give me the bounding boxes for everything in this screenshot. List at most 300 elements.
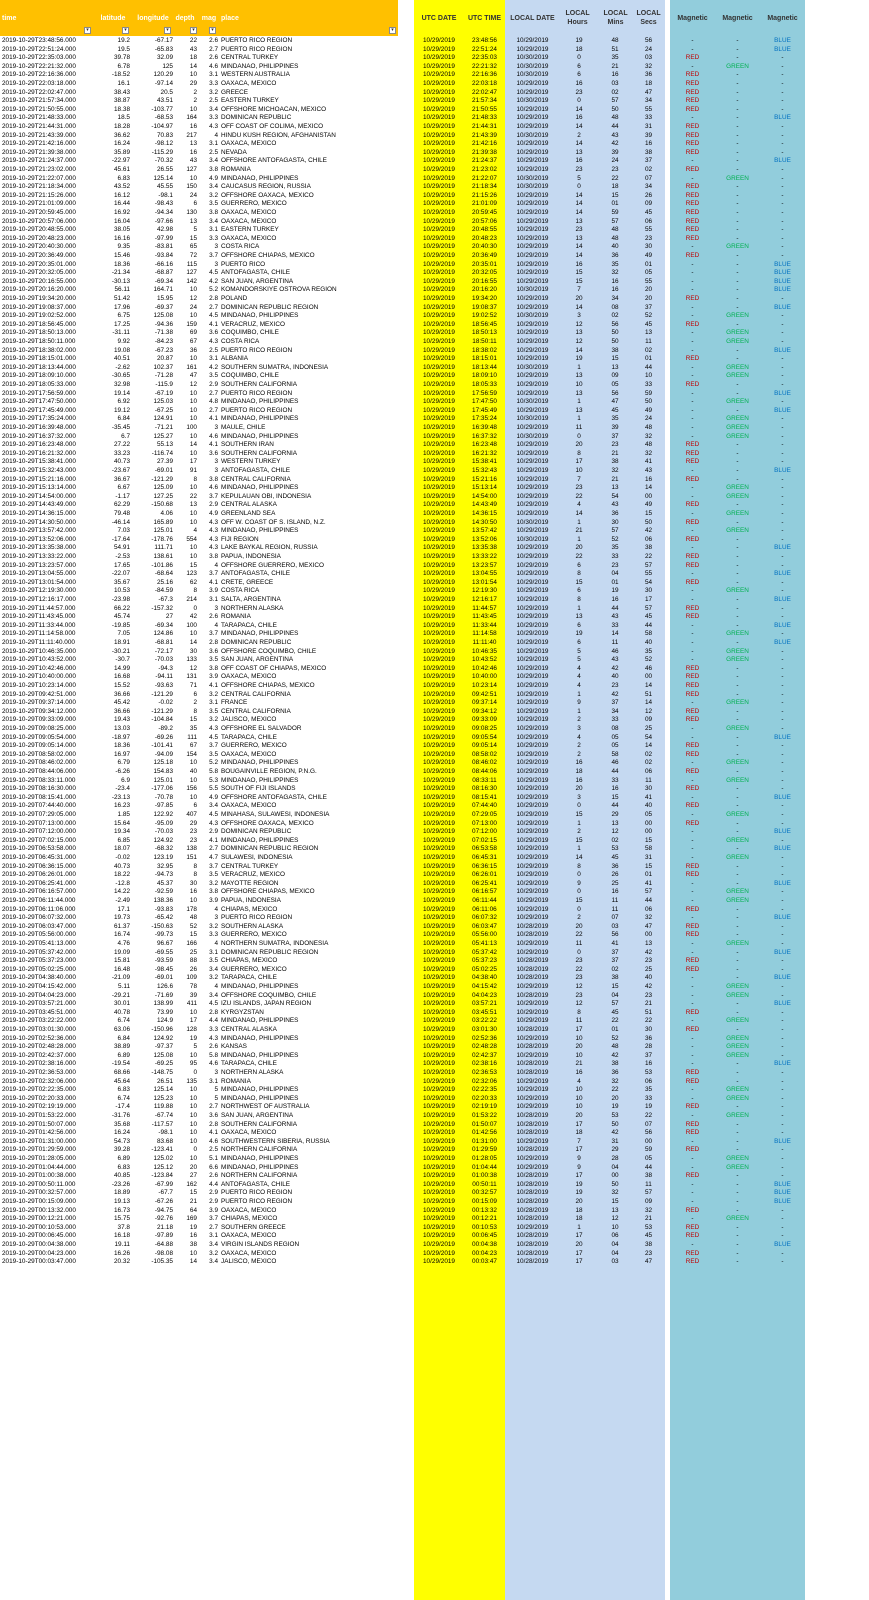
cell-time[interactable]: 2019-10-29T21:39:38.000 [2, 148, 76, 156]
cell-local-mins[interactable]: 15 [611, 191, 619, 199]
cell-local-secs[interactable]: 09 [644, 716, 653, 724]
cell-utc-date[interactable]: 10/29/2019 [423, 725, 455, 732]
cell-longitude[interactable]: -104.97 [151, 123, 173, 130]
cell-local-secs[interactable]: 55 [644, 226, 653, 234]
cell-longitude[interactable]: -71.28 [154, 372, 173, 380]
cell-local-hours[interactable]: 0 [577, 948, 581, 956]
cell-utc-date[interactable]: 10/29/2019 [423, 389, 455, 397]
cell-mag[interactable]: 2.9 [209, 381, 218, 388]
cell-utc-date[interactable]: 10/29/2019 [423, 828, 455, 836]
cell-utc-time[interactable]: 00:04:23 [472, 1249, 497, 1257]
cell-longitude[interactable]: 127.25 [153, 492, 173, 500]
cell-local-date[interactable]: 10/28/2019 [516, 1241, 549, 1248]
cell-local-date[interactable]: 10/29/2019 [516, 252, 549, 259]
cell-depth[interactable]: 26 [189, 965, 197, 973]
cell-utc-time[interactable]: 13:04:55 [472, 570, 497, 578]
cell-utc-date[interactable]: 10/29/2019 [423, 957, 455, 965]
cell-mag[interactable]: 4.3 [209, 819, 218, 827]
cell-local-date[interactable]: 10/29/2019 [516, 277, 549, 285]
cell-time[interactable]: 2019-10-29T17:47:50.000 [2, 398, 76, 406]
cell-utc-date[interactable]: 10/29/2019 [423, 467, 455, 474]
cell-magnetic-2[interactable]: - [736, 716, 739, 724]
cell-local-date[interactable]: 10/29/2019 [516, 140, 549, 148]
cell-local-secs[interactable]: 09 [644, 1198, 653, 1205]
table-row[interactable] [0, 1017, 869, 1025]
cell-local-date[interactable]: 10/29/2019 [516, 561, 549, 569]
cell-local-date[interactable]: 10/30/2019 [516, 174, 549, 182]
cell-time[interactable]: 2019-10-29T06:07:32.000 [2, 914, 76, 922]
table-row[interactable] [0, 828, 869, 836]
cell-local-hours[interactable]: 8 [577, 570, 581, 578]
cell-depth[interactable]: 12 [189, 664, 197, 672]
cell-magnetic-3[interactable]: - [781, 88, 784, 96]
cell-mag[interactable]: 5 [214, 1094, 218, 1102]
cell-local-mins[interactable]: 42 [611, 690, 619, 698]
cell-local-hours[interactable]: 7 [577, 475, 581, 483]
cell-depth[interactable]: 0 [193, 1146, 197, 1154]
cell-magnetic-3[interactable]: - [781, 647, 784, 655]
cell-place[interactable]: MINDANAO, PHILIPPINES [221, 776, 299, 784]
cell-magnetic-1[interactable]: - [691, 62, 694, 70]
cell-local-secs[interactable]: 18 [644, 80, 653, 87]
cell-magnetic-1[interactable]: - [691, 1189, 694, 1197]
cell-local-mins[interactable]: 02 [611, 965, 619, 973]
cell-latitude[interactable]: 6.83 [117, 1163, 130, 1171]
cell-local-secs[interactable]: 41 [644, 458, 653, 466]
cell-place[interactable]: SAN JUAN, ARGENTINA [221, 1112, 294, 1119]
cell-latitude[interactable]: 6.74 [117, 1017, 130, 1025]
cell-depth[interactable]: 0 [193, 604, 197, 612]
cell-magnetic-1[interactable]: - [691, 432, 694, 440]
cell-time[interactable]: 2019-10-29T09:34:12.000 [2, 707, 76, 715]
cell-utc-time[interactable]: 21:48:33 [472, 114, 497, 122]
cell-depth[interactable]: 10 [189, 793, 197, 801]
cell-utc-time[interactable]: 21:23:02 [472, 166, 497, 173]
table-row[interactable] [0, 252, 869, 260]
cell-local-date[interactable]: 10/29/2019 [516, 854, 549, 861]
cell-depth[interactable]: 15 [189, 931, 197, 939]
cell-time[interactable]: 2019-10-29T21:43:39.000 [2, 131, 76, 139]
cell-utc-date[interactable]: 10/29/2019 [423, 441, 455, 449]
cell-local-hours[interactable]: 23 [575, 957, 583, 965]
cell-magnetic-3[interactable]: - [781, 200, 784, 208]
cell-local-hours[interactable]: 22 [575, 553, 583, 560]
cell-local-mins[interactable]: 57 [611, 527, 619, 535]
cell-magnetic-2[interactable]: - [736, 114, 739, 122]
cell-utc-time[interactable]: 17:45:49 [472, 406, 497, 414]
cell-utc-time[interactable]: 00:03:47 [472, 1258, 497, 1266]
cell-longitude[interactable]: -69.34 [154, 621, 173, 629]
cell-time[interactable]: 2019-10-29T07:13:00.000 [2, 819, 76, 827]
cell-utc-time[interactable]: 22:03:18 [472, 80, 497, 87]
cell-local-date[interactable]: 10/29/2019 [516, 578, 549, 586]
table-row[interactable] [0, 243, 869, 251]
cell-utc-date[interactable]: 10/29/2019 [423, 931, 455, 939]
cell-utc-date[interactable]: 10/29/2019 [423, 1146, 455, 1154]
cell-magnetic-1[interactable]: - [691, 948, 694, 956]
cell-local-date[interactable]: 10/29/2019 [516, 836, 549, 844]
cell-magnetic-3[interactable]: - [781, 166, 784, 173]
cell-magnetic-3[interactable]: BLUE [774, 845, 791, 853]
cell-place[interactable]: MINDANAO, PHILIPPINES [221, 1086, 299, 1094]
cell-depth[interactable]: 10 [189, 355, 197, 363]
cell-latitude[interactable]: 38.43 [114, 88, 130, 96]
cell-magnetic-3[interactable]: - [781, 854, 784, 861]
cell-local-date[interactable]: 10/29/2019 [516, 802, 549, 810]
cell-magnetic-2[interactable]: GREEN [726, 811, 749, 818]
cell-depth[interactable]: 91 [189, 467, 197, 474]
cell-magnetic-1[interactable]: RED [685, 1077, 700, 1085]
cell-utc-date[interactable]: 10/29/2019 [423, 759, 455, 767]
cell-local-date[interactable]: 10/29/2019 [516, 123, 549, 130]
cell-utc-time[interactable]: 01:04:44 [472, 1163, 497, 1171]
cell-magnetic-2[interactable]: - [736, 105, 739, 113]
cell-place[interactable]: ANTOFAGASTA, CHILE [221, 570, 291, 578]
cell-magnetic-3[interactable]: - [781, 381, 784, 388]
cell-utc-time[interactable]: 14:54:00 [472, 492, 497, 500]
cell-magnetic-1[interactable]: RED [685, 965, 700, 973]
cell-magnetic-1[interactable]: RED [685, 191, 700, 199]
cell-local-secs[interactable]: 58 [644, 845, 653, 853]
cell-utc-time[interactable]: 16:21:32 [472, 449, 497, 457]
cell-local-secs[interactable]: 15 [644, 836, 653, 844]
cell-utc-time[interactable]: 01:28:05 [472, 1155, 497, 1162]
cell-magnetic-2[interactable]: GREEN [726, 587, 749, 595]
cell-longitude[interactable]: -97.89 [154, 1232, 173, 1240]
table-row[interactable] [0, 673, 869, 681]
cell-magnetic-1[interactable]: RED [685, 1069, 700, 1076]
cell-longitude[interactable]: -83.81 [154, 243, 173, 251]
cell-longitude[interactable]: -84.23 [154, 338, 173, 345]
table-row[interactable] [0, 1121, 869, 1129]
cell-local-hours[interactable]: 15 [575, 897, 583, 904]
cell-magnetic-3[interactable]: BLUE [774, 1241, 791, 1248]
table-row[interactable] [0, 493, 869, 501]
cell-latitude[interactable]: 19.13 [114, 1198, 130, 1205]
cell-utc-time[interactable]: 15:13:14 [472, 484, 497, 492]
cell-magnetic-2[interactable]: GREEN [726, 243, 749, 251]
cell-time[interactable]: 2019-10-29T21:01:09.000 [2, 200, 76, 208]
cell-magnetic-3[interactable]: - [781, 1146, 784, 1154]
cell-magnetic-3[interactable]: - [781, 131, 784, 139]
cell-depth[interactable]: 150 [186, 183, 197, 191]
cell-depth[interactable]: 10 [189, 1008, 197, 1016]
cell-local-mins[interactable]: 58 [611, 750, 619, 758]
cell-magnetic-3[interactable]: BLUE [774, 974, 791, 982]
cell-magnetic-3[interactable]: - [781, 226, 784, 234]
cell-utc-time[interactable]: 07:12:00 [472, 828, 497, 836]
cell-magnetic-3[interactable]: - [781, 1232, 784, 1240]
cell-mag[interactable]: 4.1 [209, 578, 218, 586]
cell-magnetic-1[interactable]: - [691, 484, 694, 492]
cell-magnetic-2[interactable]: - [736, 1258, 739, 1266]
cell-local-date[interactable]: 10/29/2019 [516, 664, 549, 672]
cell-depth[interactable]: 164 [186, 114, 197, 122]
cell-place[interactable]: DOMINICAN REPUBLIC REGION [221, 845, 319, 853]
cell-magnetic-3[interactable]: - [781, 802, 784, 810]
cell-mag[interactable]: 5.8 [209, 1051, 218, 1059]
cell-magnetic-1[interactable]: RED [685, 295, 700, 302]
cell-local-hours[interactable]: 4 [577, 664, 581, 672]
cell-latitude[interactable]: -23.26 [111, 1180, 130, 1188]
cell-depth[interactable]: 5 [193, 1043, 197, 1051]
cell-local-secs[interactable]: 11 [645, 1180, 652, 1188]
cell-utc-time[interactable]: 09:34:12 [472, 707, 497, 715]
cell-longitude[interactable]: 26.51 [157, 1077, 173, 1085]
table-row[interactable] [0, 1232, 869, 1240]
table-row[interactable] [0, 742, 869, 750]
cell-time[interactable]: 2019-10-29T18:13:44.000 [2, 363, 76, 371]
cell-magnetic-2[interactable]: - [736, 320, 739, 328]
cell-magnetic-2[interactable]: GREEN [726, 897, 749, 904]
table-row[interactable] [0, 966, 869, 974]
cell-local-mins[interactable]: 08 [611, 303, 619, 311]
cell-longitude[interactable]: 125.14 [153, 1086, 173, 1094]
cell-local-hours[interactable]: 16 [575, 114, 583, 122]
cell-mag[interactable]: 5.5 [209, 785, 218, 793]
cell-utc-time[interactable]: 00:10:53 [472, 1223, 497, 1231]
cell-mag[interactable]: 4.3 [209, 123, 218, 130]
cell-magnetic-2[interactable]: GREEN [726, 647, 749, 655]
cell-magnetic-3[interactable]: - [781, 1249, 784, 1257]
cell-depth[interactable]: 2 [193, 97, 197, 105]
cell-latitude[interactable]: 68.66 [114, 1069, 130, 1076]
cell-local-secs[interactable]: 37 [644, 1051, 653, 1059]
cell-longitude[interactable]: -67.99 [154, 1180, 173, 1188]
cell-local-mins[interactable]: 32 [611, 467, 619, 474]
cell-magnetic-2[interactable]: - [736, 1206, 739, 1214]
cell-place[interactable]: MINAHASA, SULAWESI, INDONESIA [221, 811, 330, 818]
cell-magnetic-1[interactable]: - [691, 269, 694, 277]
table-row[interactable] [0, 209, 869, 217]
cell-depth[interactable]: 67 [189, 742, 197, 750]
cell-local-date[interactable]: 10/29/2019 [516, 484, 549, 492]
cell-local-mins[interactable]: 57 [611, 1000, 619, 1008]
cell-latitude[interactable]: 5.11 [118, 983, 130, 990]
cell-local-mins[interactable]: 04 [611, 1241, 619, 1248]
table-row[interactable] [0, 768, 869, 776]
cell-depth[interactable]: 10 [189, 1129, 197, 1137]
cell-local-mins[interactable]: 01 [611, 1026, 619, 1033]
cell-magnetic-1[interactable]: - [691, 1094, 694, 1102]
table-row[interactable] [0, 390, 869, 398]
cell-longitude[interactable]: -98.12 [154, 140, 173, 148]
cell-depth[interactable]: 0 [193, 1069, 197, 1076]
cell-magnetic-1[interactable]: - [691, 243, 694, 251]
cell-local-hours[interactable]: 12 [575, 338, 583, 345]
cell-magnetic-1[interactable]: - [691, 776, 694, 784]
cell-place[interactable]: OFFSHORE CHIAPAS, MEXICO [221, 252, 315, 259]
cell-latitude[interactable]: -17.64 [111, 535, 130, 543]
cell-local-hours[interactable]: 10 [575, 1034, 583, 1042]
cell-place[interactable]: MINDANAO, PHILIPPINES [221, 484, 299, 492]
cell-place[interactable]: CHIAPAS, MEXICO [221, 1215, 278, 1223]
cell-local-secs[interactable]: 15 [644, 862, 653, 870]
cell-latitude[interactable]: 38.05 [114, 226, 130, 234]
cell-utc-time[interactable]: 00:32:57 [472, 1189, 497, 1197]
cell-utc-date[interactable]: 10/29/2019 [423, 209, 455, 216]
cell-local-date[interactable]: 10/29/2019 [516, 372, 549, 380]
cell-utc-date[interactable]: 10/29/2019 [423, 398, 455, 406]
cell-depth[interactable]: 65 [189, 243, 197, 251]
cell-latitude[interactable]: -35.45 [111, 424, 130, 431]
cell-mag[interactable]: 3.7 [209, 252, 218, 259]
cell-magnetic-3[interactable]: - [781, 862, 784, 870]
cell-utc-date[interactable]: 10/29/2019 [423, 277, 455, 285]
cell-place[interactable]: MINDANAO, PHILIPPINES [221, 415, 299, 423]
table-row[interactable] [0, 1181, 869, 1189]
cell-place[interactable]: ANTOFAGASTA, CHILE [221, 467, 291, 474]
cell-local-secs[interactable]: 50 [644, 518, 653, 526]
cell-depth[interactable]: 38 [189, 1241, 197, 1248]
table-row[interactable] [0, 596, 869, 604]
cell-local-mins[interactable]: 38 [611, 1060, 619, 1068]
cell-latitude[interactable]: 18.38 [114, 105, 130, 113]
cell-mag[interactable]: 5.1 [209, 1155, 218, 1162]
cell-depth[interactable]: 214 [186, 596, 197, 603]
cell-local-mins[interactable]: 12 [611, 828, 619, 836]
cell-local-date[interactable]: 10/29/2019 [516, 37, 549, 44]
cell-magnetic-3[interactable]: BLUE [774, 1189, 791, 1197]
cell-utc-date[interactable]: 10/29/2019 [423, 217, 455, 225]
cell-local-hours[interactable]: 15 [575, 811, 583, 818]
cell-magnetic-3[interactable]: - [781, 432, 784, 440]
cell-local-date[interactable]: 10/29/2019 [516, 424, 549, 431]
cell-local-date[interactable]: 10/29/2019 [516, 888, 549, 896]
cell-longitude[interactable]: -72.17 [154, 647, 173, 655]
cell-local-date[interactable]: 10/29/2019 [516, 338, 549, 345]
cell-magnetic-2[interactable]: - [736, 1172, 739, 1180]
cell-magnetic-1[interactable]: RED [685, 518, 700, 526]
cell-utc-date[interactable]: 10/29/2019 [423, 200, 455, 208]
cell-time[interactable]: 2019-10-29T15:13:14.000 [2, 484, 76, 492]
cell-longitude[interactable]: -69.34 [154, 277, 173, 285]
cell-local-secs[interactable]: 10 [644, 372, 653, 380]
cell-local-hours[interactable]: 1 [577, 363, 581, 371]
cell-magnetic-1[interactable]: - [691, 811, 694, 818]
cell-local-secs[interactable]: 44 [644, 621, 653, 629]
cell-time[interactable]: 2019-10-29T01:00:38.000 [2, 1172, 76, 1180]
cell-magnetic-1[interactable]: - [691, 1241, 694, 1248]
table-row[interactable] [0, 527, 869, 535]
cell-magnetic-1[interactable]: - [691, 424, 694, 431]
cell-magnetic-1[interactable]: RED [685, 690, 700, 698]
cell-local-hours[interactable]: 1 [577, 398, 581, 406]
cell-magnetic-2[interactable]: - [736, 501, 739, 509]
cell-magnetic-2[interactable]: - [736, 441, 739, 449]
cell-place[interactable]: PUERTO RICO [221, 260, 266, 268]
filter-dropdown-time[interactable]: ▾ [84, 27, 91, 34]
cell-magnetic-2[interactable]: GREEN [726, 983, 749, 990]
cell-local-mins[interactable]: 39 [611, 148, 619, 156]
cell-local-date[interactable]: 10/29/2019 [516, 389, 549, 397]
cell-longitude[interactable]: 119.88 [153, 1103, 173, 1111]
cell-local-secs[interactable]: 41 [644, 879, 653, 887]
cell-mag[interactable]: 4.4 [209, 1180, 218, 1188]
table-row[interactable] [0, 725, 869, 733]
cell-latitude[interactable]: 17.65 [114, 561, 130, 569]
cell-time[interactable]: 2019-10-29T02:52:36.000 [2, 1034, 76, 1042]
cell-utc-time[interactable]: 11:43:45 [472, 613, 497, 621]
cell-local-date[interactable]: 10/30/2019 [516, 71, 549, 79]
cell-magnetic-2[interactable]: - [736, 690, 739, 698]
cell-magnetic-1[interactable]: - [691, 114, 694, 122]
cell-longitude[interactable]: -97.14 [154, 80, 173, 87]
cell-place[interactable]: MINDANAO, PHILIPPINES [221, 630, 299, 638]
cell-local-hours[interactable]: 22 [575, 931, 583, 939]
cell-utc-time[interactable]: 06:11:44 [472, 897, 497, 904]
cell-magnetic-2[interactable]: - [736, 871, 739, 879]
cell-local-secs[interactable]: 28 [644, 1043, 653, 1051]
cell-magnetic-1[interactable]: - [691, 527, 694, 535]
cell-utc-date[interactable]: 10/29/2019 [423, 845, 455, 853]
cell-longitude[interactable]: 125.12 [153, 1163, 173, 1171]
cell-latitude[interactable]: 14.99 [114, 664, 130, 672]
cell-magnetic-1[interactable]: RED [685, 355, 700, 363]
cell-time[interactable]: 2019-10-29T18:09:10.000 [2, 372, 76, 380]
cell-place[interactable]: OFF COAST OF CHIAPAS, MEXICO [221, 664, 327, 672]
cell-longitude[interactable]: 55.13 [157, 441, 173, 449]
cell-local-secs[interactable]: 56 [644, 1129, 653, 1137]
cell-magnetic-2[interactable]: - [736, 819, 739, 827]
cell-magnetic-2[interactable]: - [736, 1223, 739, 1231]
cell-local-mins[interactable]: 23 [611, 561, 619, 569]
cell-time[interactable]: 2019-10-29T16:23:48.000 [2, 441, 76, 449]
cell-utc-time[interactable]: 18:13:44 [472, 363, 497, 371]
cell-mag[interactable]: 3 [214, 467, 218, 474]
cell-local-hours[interactable]: 17 [575, 1249, 583, 1257]
cell-place[interactable]: DOMINICAN REPUBLIC [221, 114, 292, 122]
cell-place[interactable]: MINDANAO, PHILIPPINES [221, 1017, 299, 1025]
cell-local-secs[interactable]: 41 [644, 793, 653, 801]
cell-magnetic-1[interactable]: RED [685, 535, 700, 543]
cell-latitude[interactable]: 6.83 [117, 174, 130, 182]
cell-local-secs[interactable]: 32 [644, 914, 653, 922]
cell-longitude[interactable]: 125.02 [153, 1155, 173, 1162]
cell-place[interactable]: MINDANAO, PHILIPPINES [221, 1034, 299, 1042]
cell-local-hours[interactable]: 6 [577, 62, 581, 70]
cell-local-date[interactable]: 10/28/2019 [516, 965, 549, 973]
cell-mag[interactable]: 3.9 [209, 1206, 218, 1214]
table-row[interactable] [0, 484, 869, 492]
cell-time[interactable]: 2019-10-29T05:02:25.000 [2, 965, 76, 973]
cell-latitude[interactable]: 6.79 [117, 759, 130, 767]
cell-local-secs[interactable]: 51 [644, 690, 653, 698]
cell-local-date[interactable]: 10/29/2019 [516, 209, 549, 216]
cell-latitude[interactable]: 16.23 [114, 802, 130, 810]
cell-local-hours[interactable]: 4 [577, 682, 581, 689]
table-row[interactable] [0, 536, 869, 544]
cell-local-hours[interactable]: 11 [575, 940, 583, 947]
cell-local-mins[interactable]: 14 [611, 630, 619, 638]
cell-local-date[interactable]: 10/28/2019 [516, 1215, 549, 1223]
cell-longitude[interactable]: -67.7 [158, 1189, 173, 1197]
cell-magnetic-2[interactable]: - [736, 45, 739, 53]
cell-latitude[interactable]: 15.52 [114, 682, 130, 689]
cell-magnetic-2[interactable]: - [736, 639, 739, 646]
cell-local-secs[interactable]: 34 [644, 183, 653, 191]
cell-depth[interactable]: 159 [186, 320, 197, 328]
cell-local-date[interactable]: 10/29/2019 [516, 200, 549, 208]
cell-mag[interactable]: 4.6 [209, 484, 218, 492]
cell-latitude[interactable]: 62.29 [114, 501, 130, 509]
cell-latitude[interactable]: 16.24 [114, 140, 130, 148]
cell-local-secs[interactable]: 32 [644, 62, 653, 70]
cell-magnetic-1[interactable]: RED [685, 785, 700, 793]
cell-magnetic-2[interactable]: - [736, 544, 739, 552]
cell-depth[interactable]: 151 [186, 854, 197, 861]
cell-depth[interactable]: 133 [186, 656, 197, 664]
